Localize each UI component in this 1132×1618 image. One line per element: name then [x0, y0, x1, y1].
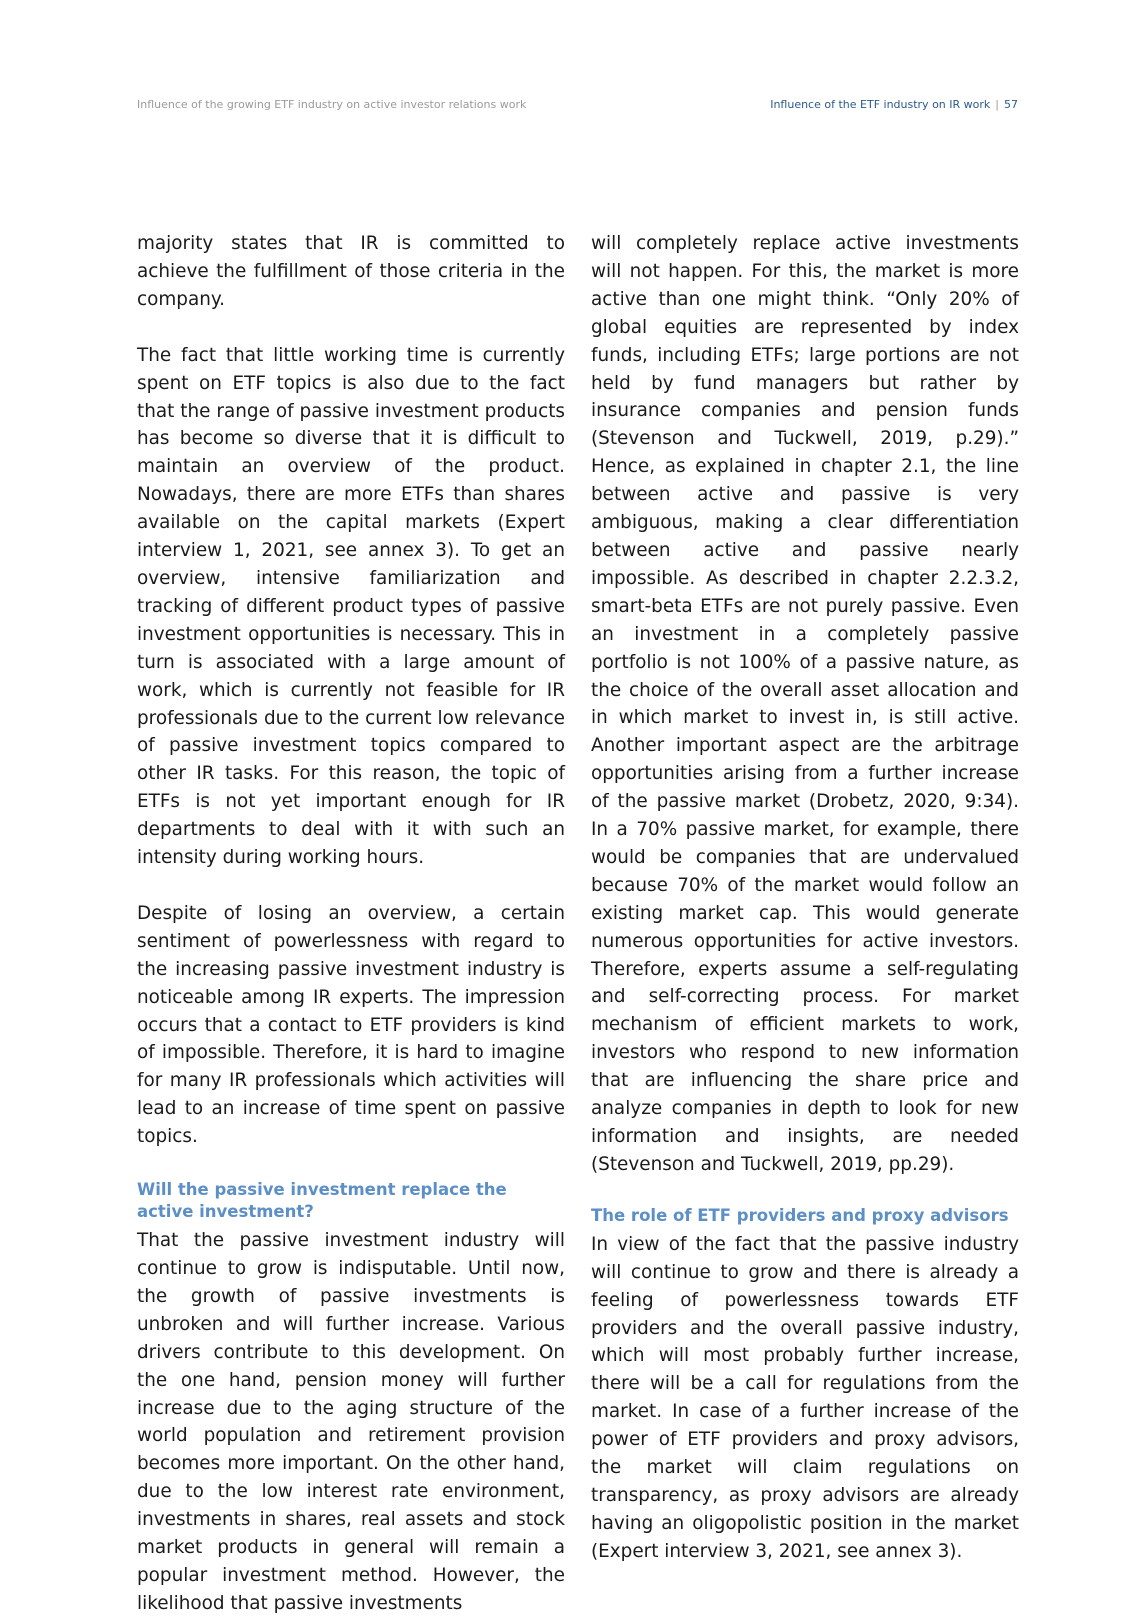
page-number: 57 — [1004, 98, 1018, 111]
paragraph: will completely replace active investments will not happen. For this, the market is more active than one might think. “Only 20% of global equities are represented by index funds, including ETFs; large portions are not held by fund managers but rather by insurance companies and pension funds (Stevenson and Tuckwell, 2019, p.29).” Hence, as explained in chapter 2.1, the line between active and passive is very ambiguous, making a clear differentiation between active and passive nearly impossible. As described in chapter 2.2.3.2, smart-beta ETFs are not purely passive. Even an investment in a completely passive portfolio is not 100% of a passive nature, as the choice of the overall asset allocation and in which market to invest in, is still active. Another important aspect are the arbitrage opportunities arising from a further increase of the passive market (Drobetz, 2020, 9:34). In a 70% passive market, for example, there would be companies that are undervalued because 70% of the market would follow an existing market cap. This would generate numerous opportunities for active investors. Therefore, experts assume a self-regulating and self-correcting process. For market mechanism of efficient markets to work, investors who respond to new information that are influencing the share price and analyze companies in depth to look for new information and insights, are needed (Stevenson and Tuckwell, 2019, pp.29). — [591, 233, 1019, 1175]
section-title: Influence of the ETF industry on IR work — [770, 98, 991, 111]
left-column — [137, 230, 565, 1618]
running-header-right — [770, 98, 1018, 111]
paragraph: majority states that IR is committed to achieve the fulfillment of those criteria in the company. — [137, 233, 565, 310]
subheading-line: active investment? — [137, 1202, 314, 1222]
right-column — [591, 230, 1019, 1566]
header-separator: | — [995, 98, 999, 111]
subheading — [137, 1179, 565, 1223]
paragraph: That the passive investment industry will continue to grow is indisputable. Until now, the growth of passive investments is unbroken and will further increase. Various drivers contribute to this development. On the one hand, pension money will further increase due to the aging structure of the world population and retirement provision becomes more important. On the other hand, due to the low interest rate environment, investments in shares, real assets and stock market products in general will remain a popular investment method. However, the likelihood that passive investments — [137, 1230, 565, 1614]
subheading: The role of ETF providers and proxy advisors — [591, 1205, 1009, 1225]
paragraph: In view of the fact that the passive industry will continue to grow and there is already a feeling of powerlessness towards ETF providers and the overall passive industry, which will most probably further increase, there will be a call for regulations from the market. In case of a further increase of the power of ETF providers and proxy advisors, the market will claim regulations on transparency, as proxy advisors are already having an oligopolistic position in the market (Expert interview 3, 2021, see annex 3). — [591, 1233, 1019, 1562]
paragraph: The fact that little working time is currently spent on ETF topics is also due to the fact that the range of passive investment products has become so diverse that it is difficult to maintain an overview of the product. Nowadays, there are more ETFs than shares available on the capital markets (Expert interview 1, 2021, see annex 3). To get an overview, intensive familiarization and tracking of different product types of passive investment opportunities is necessary. This in turn is associated with a large amount of work, which is currently not feasible for IR professionals due to the current low relevance of passive investment topics compared to other IR tasks. For this reason, the topic of ETFs is not yet important enough for IR departments to deal with it with such an intensity during working hours. — [137, 344, 565, 869]
running-header-left: Influence of the growing ETF industry on active investor relations work — [137, 98, 527, 111]
paragraph: Despite of losing an overview, a certain sentiment of powerlessness with regard to the increasing passive investment industry is noticeable among IR experts. The impression occurs that a contact to ETF providers is kind of impossible. Therefore, it is hard to imagine for many IR professionals which activities will lead to an increase of time spent on passive topics. — [137, 902, 565, 1148]
subheading-line: Will the passive investment replace the — [137, 1180, 507, 1200]
